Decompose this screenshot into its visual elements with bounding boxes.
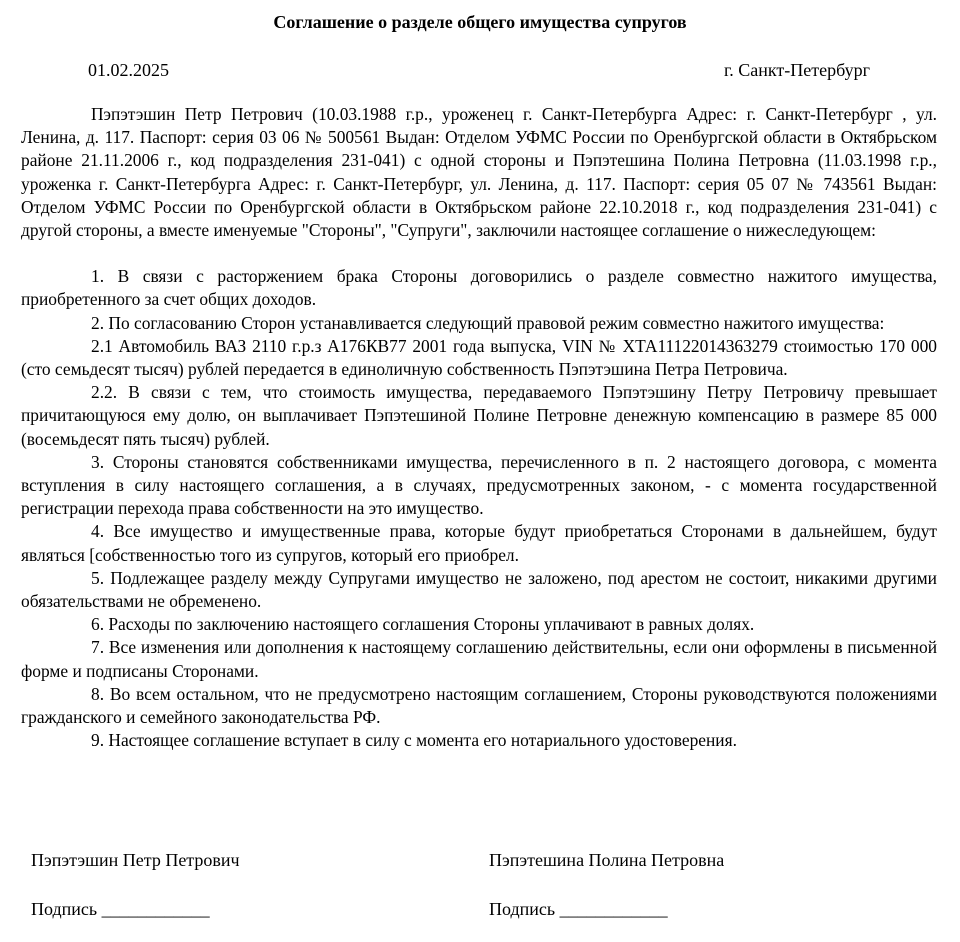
clause-7: 7. Все изменения или дополнения к настоящему соглашению действительны, если они оформлены в письменной форме и подписаны Сторонами. bbox=[21, 637, 937, 681]
party-1-name: Пэпэтэшин Петр Петрович bbox=[31, 850, 240, 870]
clause-8: 8. Во всем остальном, что не предусмотрено настоящим соглашением, Стороны руководствуются положениями гражданского и семейного законодательства РФ. bbox=[21, 683, 937, 728]
clause-6: 6. Расходы по заключению настоящего соглашения Стороны уплачивают в равных долях. bbox=[91, 614, 755, 635]
party-1-signature-line: Подпись ____________ bbox=[31, 899, 210, 919]
clause-3: 3. Стороны становятся собственниками имущества, перечисленного в п. 2 настоящего договора, с момента вступления в силу настоящего соглашения, а в случаях, предусмотренных законом, - с момента государственной регистрации перехода права собственности на это имущество. bbox=[21, 451, 937, 519]
document-body bbox=[21, 103, 937, 752]
document-city: г. Санкт-Петербург bbox=[723, 60, 870, 80]
clause-9: 9. Настоящее соглашение вступает в силу с момента его нотариального удостоверения. bbox=[91, 730, 737, 751]
clause-2-2: 2.2. В связи с тем, что стоимость имущества, передаваемого Пэпэтэшину Петру Петровичу превышает причитающуюся ему долю, он выплачивает Пэпэтешиной Полине Петровне денежную компенсацию в размере 85 000 (восемьдесят пять тысяч) рублей. bbox=[21, 382, 937, 449]
document-title: Соглашение о разделе общего имущества супругов bbox=[273, 12, 687, 32]
parties-paragraph: Пэпэтэшин Петр Петрович (10.03.1988 г.р., уроженец г. Санкт-Петербурга Адрес: г. Санкт-Петербург , ул. Ленина, д. 117. Паспорт: серия 03 06 № 500561 Выдан: Отделом УФМС России по Оренбургской области в Октябрьском районе 21.11.2006 г., код подразделения 231-041) с одной стороны и Пэпэтешина Полина Петровна (11.03.1998 г.р., уроженка г. Санкт-Петербурга Адрес: г. Санкт-Петербург, ул. Ленина, д. 117. Паспорт: серия 05 07 № 743561 Выдан: Отделом УФМС России по Оренбургской области в Октябрьском районе 22.10.2018 г., код подразделения 231-041) с другой стороны, а вместе именуемые "Стороны", "Супруги", заключили настоящее соглашение о нижеследующем: bbox=[21, 104, 937, 241]
clause-2: 2. По согласованию Сторон устанавливается следующий правовой режим совместно нажитого имущества: bbox=[91, 312, 885, 333]
clause-1: 1. В связи с расторжением брака Стороны договорились о разделе совместно нажитого имущества, приобретенного за счет общих доходов. bbox=[21, 266, 937, 310]
document-date: 01.02.2025 bbox=[88, 60, 169, 80]
clause-2-1: 2.1 Автомобиль ВАЗ 2110 г.р.з А176КВ77 2001 года выпуска, VIN № ХТА11122014363279 стоимостью 170 000 (сто семьдесят тысяч) рублей передается в единоличную собственность Пэпэтэшина Петра Петровича. bbox=[21, 335, 937, 380]
party-2-name: Пэпэтешина Полина Петровна bbox=[489, 850, 725, 870]
clause-5: 5. Подлежащее разделу между Супругами имущество не заложено, под арестом не состоит, никакими другими обязательствами не обременено. bbox=[21, 567, 937, 612]
clause-4: 4. Все имущество и имущественные права, которые будут приобретаться Сторонами в дальнейшем, будут являться [собственностью того из супругов, который его приобрел. bbox=[21, 521, 937, 565]
party-2-signature-line: Подпись ____________ bbox=[489, 899, 668, 919]
